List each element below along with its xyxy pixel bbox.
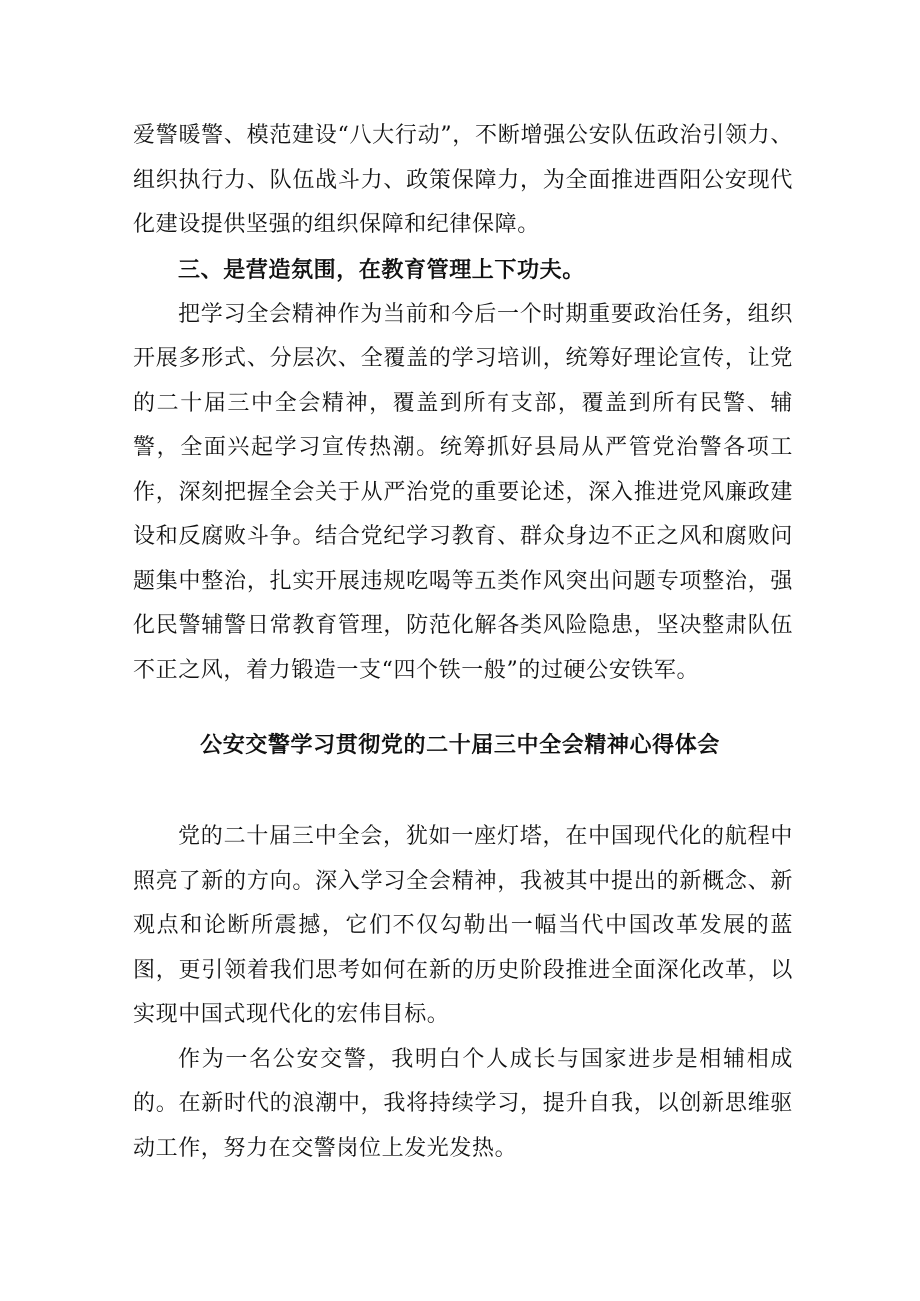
continuation-block [133, 114, 793, 248]
section-three-block [133, 248, 793, 693]
section-three-paragraph: 把学习全会精神作为当前和今后一个时期重要政治任务，组织开展多形式、分层次、全覆盖的学习培训，统筹好理论宣传，让党的二十届三中全会精神，覆盖到所有支部，覆盖到所有民警、辅警，全面兴起学习宣传热潮。统筹抓好县局从严管党治警各项工作，深刻把握全会关于从严治党的重要论述，深入推进党风廉政建设和反腐败斗争。结合党纪学习教育、群众身边不正之风和腐败问题集中整治，扎实开展违规吃喝等五类作风突出问题专项整治，强化民警辅警日常教育管理，防范化解各类风险隐患，坚决整肃队伍不正之风，着力锻造一支“四个铁一般”的过硬公安铁军。 [133, 301, 793, 683]
section-three-heading: 三、是营造氛围，在教育管理上下功夫。 [178, 257, 585, 283]
article-paragraph-2: 作为一名公安交警，我明白个人成长与国家进步是相辅相成的。在新时代的浪潮中，我将持续学习，提升自我，以创新思维驱动工作，努力在交警岗位上发光发热。 [133, 1046, 793, 1161]
article-title: 公安交警学习贯彻党的二十届三中全会精神心得体会 [200, 733, 720, 758]
article-body [133, 815, 793, 1171]
continuation-paragraph: 爱警暖警、模范建设“八大行动”，不断增强公安队伍政治引领力、组织执行力、队伍战斗力、政策保障力，为全面推进酉阳公安现代化建设提供坚强的组织保障和纪律保障。 [133, 123, 793, 237]
article-paragraph-1: 党的二十届三中全会，犹如一座灯塔，在中国现代化的航程中照亮了新的方向。深入学习全会精神，我被其中提出的新概念、新观点和论断所震撼，它们不仅勾勒出一幅当代中国改革发展的蓝图，更引领着我们思考如何在新的历史阶段推进全面深化改革，以实现中国式现代化的宏伟目标。 [133, 824, 793, 1027]
